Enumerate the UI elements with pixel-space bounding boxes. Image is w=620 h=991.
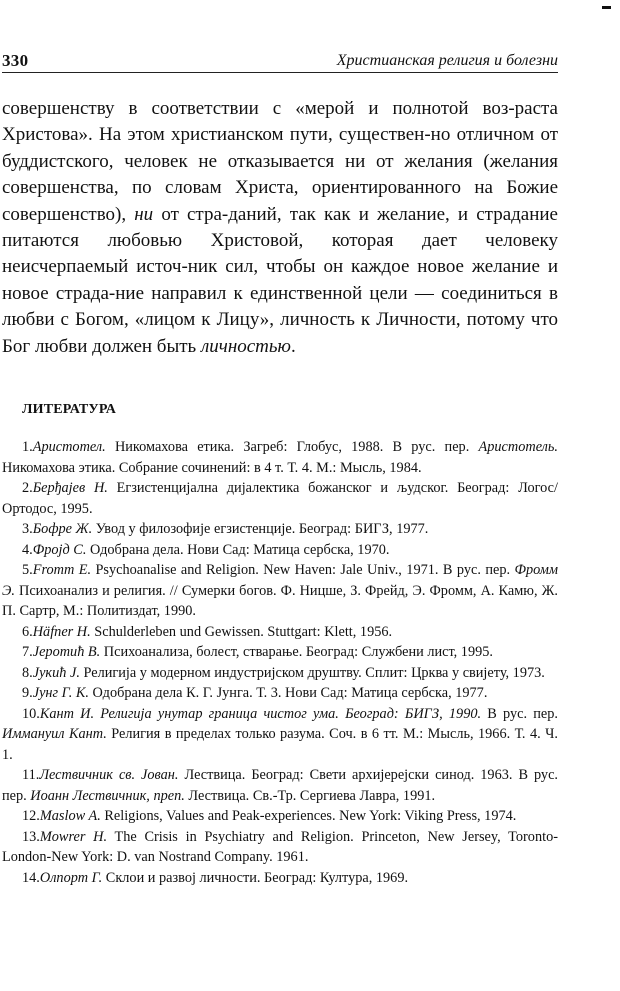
reference-author: Кант И. Религија унутар граница чистог ума. Београд: БИГЗ, 1990.: [39, 705, 482, 722]
reference-text: Егзистенцијална дијалектика божанског и људског. Београд: Логос/Ортодос, 1995.: [2, 480, 558, 517]
reference-item: [2, 868, 558, 889]
reference-text: Одобрана дела. Нови Сад: Матица сербска, 1970.: [86, 541, 390, 558]
reference-author: Олпорт Г.: [39, 869, 103, 886]
reference-text-secondary: Психоанализ и религия. // Сумерки богов. Ф. Ницше, З. Фрейд, Э. Фромм, А. Камю, Ж. П. Сартр, М.: Политиздат, 1990.: [2, 582, 558, 619]
reference-item: [2, 642, 558, 663]
body-text-part: совершенству в соответствии с «мерой и полнотой воз-раста Христова». На этом христианском пути, существен-но отличном от буддистского, человек не отказывается ни от желания (желания совершенства, по словам Христа, ориентированного на Божие совершенство),: [2, 98, 558, 225]
reference-author: Лествичник св. Јован.: [39, 767, 179, 783]
reference-text: Никомахова етика. Загреб: Глобус, 1988. В рус. пер.: [105, 439, 479, 455]
reference-item: [2, 765, 558, 806]
reference-item: [2, 622, 558, 643]
reference-text: Религија у модерном индустријском друштву. Сплит: Црква у свијету, 1973.: [79, 664, 545, 681]
reference-number: 10.: [22, 705, 40, 722]
reference-item: [2, 806, 558, 827]
reference-item: [2, 683, 558, 704]
reference-item: [2, 663, 558, 684]
reference-list: [2, 437, 558, 888]
reference-text-secondary: Религия в пределах только разума. Соч. в 6 тт. М.: Мысль, 1966. Т. 4. Ч. 1.: [2, 726, 558, 763]
reference-author: Фројд С.: [32, 541, 87, 558]
reference-item: [2, 478, 558, 519]
reference-author: Maslow A.: [39, 808, 101, 824]
reference-number: 2.: [22, 480, 33, 496]
reference-number: 7.: [22, 644, 33, 660]
reference-text: Religions, Values and Peak-experiences. New York: Viking Press, 1974.: [100, 808, 517, 824]
reference-item: [2, 519, 558, 540]
reference-author-secondary: Аристотель.: [478, 439, 558, 455]
reference-number: 3.: [22, 521, 33, 537]
references-heading: ЛИТЕРАТУРА: [22, 402, 117, 417]
reference-author-secondary: Фромм Э.: [2, 562, 558, 599]
reference-author: Fromm E.: [32, 562, 92, 578]
page-number: 330: [2, 51, 29, 70]
running-header: [2, 50, 558, 73]
reference-author: Häfner H.: [32, 623, 91, 640]
reference-item: [2, 437, 558, 478]
reference-author: Берђајев Н.: [32, 480, 108, 496]
reference-text: Лествица. Београд: Свети архијерејски синод. 1963. В рус. пер.: [2, 767, 558, 804]
reference-author-secondary: Иоанн Лествичник, преп.: [30, 787, 185, 804]
reference-author: Јукић Ј.: [32, 664, 80, 681]
reference-text: В рус. пер.: [481, 705, 558, 722]
corner-mark: [602, 6, 611, 9]
reference-text-secondary: Никомахова этика. Собрание сочинений: в 4 т. Т. 4. М.: Мысль, 1984.: [2, 459, 422, 476]
reference-text: Психоанализа, болест, стварање. Београд: Службени лист, 1995.: [100, 644, 493, 660]
body-paragraph: [2, 96, 558, 360]
reference-number: 13.: [22, 828, 40, 845]
body-text-part: от стра-даний, так как и желание, и страдание питаются любовью Христовой, которая дает человеку неисчерпаемый источ-ник сил, чтобы он каждое новое желание и новое страда-ние направил к единственной цели — соединиться в любви с Богом, «лицом к Лицу», личность к Личности, потому что Бог любви должен быть: [2, 203, 558, 357]
reference-number: 9.: [22, 685, 33, 701]
reference-item: [2, 560, 558, 622]
reference-author: Аристотел.: [32, 439, 106, 455]
reference-number: 5.: [22, 562, 33, 578]
reference-text: The Crisis in Psychiatry and Religion. Princeton, New Jersey, Toronto-London-New York: D. van Nostrand Company. 1961.: [2, 828, 558, 865]
reference-text: Склои и развој личности. Београд: Култура, 1969.: [102, 869, 409, 886]
reference-number: 8.: [22, 664, 33, 681]
reference-author: Јеротић В.: [32, 644, 101, 660]
reference-text: Одобрана дела К. Г. Јунга. Т. 3. Нови Сад: Матица сербска, 1977.: [88, 685, 488, 701]
reference-text: Schulderleben und Gewissen. Stuttgart: Klett, 1956.: [90, 623, 393, 640]
reference-number: 14.: [22, 869, 40, 886]
reference-text-secondary: Лествица. Св.-Тр. Сергиева Лавра, 1991.: [184, 787, 436, 804]
running-title: Христианская религия и болезни: [336, 52, 558, 69]
reference-number: 4.: [22, 541, 33, 558]
body-text-part: .: [290, 335, 296, 357]
reference-number: 6.: [22, 623, 33, 640]
reference-number: 11.: [22, 767, 40, 783]
reference-item: [2, 827, 558, 868]
reference-author: Бофре Ж.: [32, 521, 93, 537]
reference-number: 12.: [22, 808, 40, 824]
reference-author-secondary: Иммануил Кант.: [2, 726, 107, 742]
reference-item: [2, 704, 558, 766]
body-text-emphasis: личностью: [200, 335, 291, 357]
reference-author: Mowrer H.: [39, 828, 108, 845]
reference-text: Psychoanalise and Religion. New Haven: Jale Univ., 1971. В рус. пер.: [91, 562, 515, 578]
reference-author: Јунг Г. К.: [32, 685, 89, 701]
reference-number: 1.: [22, 439, 33, 455]
body-text-emphasis: ни: [134, 203, 154, 225]
reference-text: Увод у филозофије егзистенције. Београд: БИГЗ, 1977.: [92, 521, 429, 537]
reference-item: [2, 540, 558, 561]
